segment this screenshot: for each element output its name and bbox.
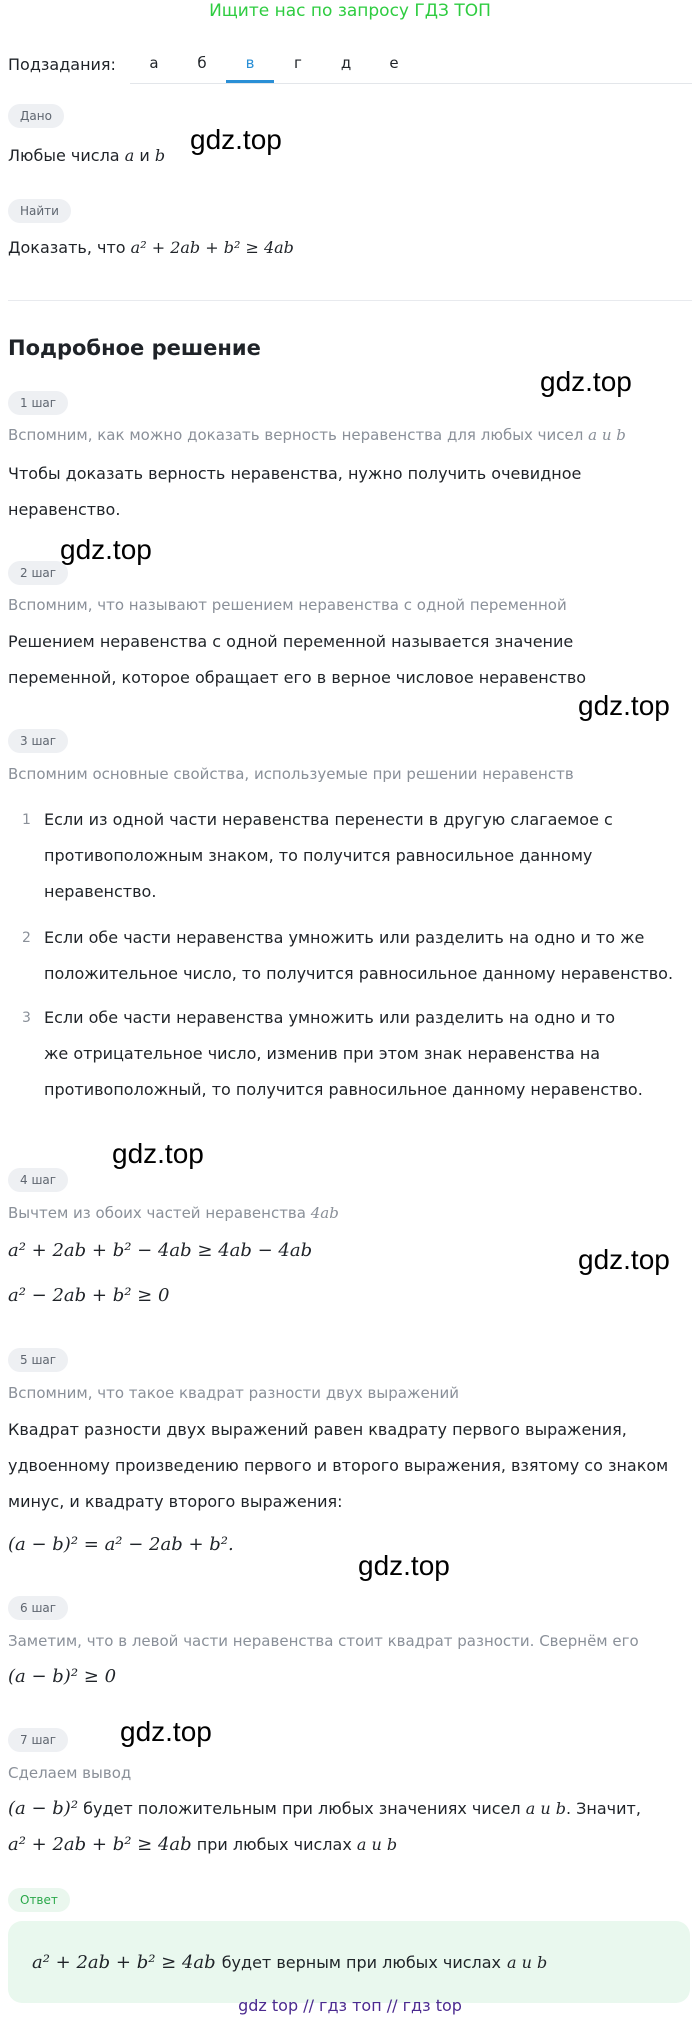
var-a: a [124, 146, 135, 165]
step-4-hint-var: 4ab [310, 1204, 339, 1222]
step-4-line-2: a² − 2ab + b² ≥ 0 [8, 1285, 170, 1306]
given-text [8, 146, 165, 165]
step-1-hint [8, 426, 626, 444]
subtask-tabs [130, 44, 692, 84]
step-1-hint-vars: a и b [588, 426, 626, 444]
list-item [22, 920, 690, 992]
watermark: gdz.top [112, 1138, 204, 1169]
step-5-body: Квадрат разности двух выражений равен квадрату первого выражения, удвоенному произведению первого и второго выражения, взятому со знаком минус, и квадрату второго выражения: [8, 1420, 669, 1511]
tab-d[interactable]: д [340, 54, 352, 72]
watermark: gdz.top [358, 1550, 450, 1581]
find-formula: a² + 2ab + b² ≥ 4ab [130, 238, 294, 257]
answer-text: будет верным при любых числах [221, 1952, 502, 1972]
step-7-line-2 [8, 1834, 397, 1855]
list-text: Если обе части неравенства умножить или разделить на одно и то же отрицательное число, изменив при этом знак неравенства на противоположный, то получится равносильное данному неравенство. [44, 1008, 643, 1099]
step-7-formula-1: (a − b)² [8, 1798, 79, 1819]
list-number: 3 [22, 1010, 31, 1026]
step-7-text-1: будет положительным при любых значениях чисел [83, 1799, 521, 1818]
step-2-chip: 2 шаг [8, 561, 68, 585]
top-search-link[interactable]: Ищите нас по запросу ГДЗ ТОП [209, 1, 491, 21]
watermark: gdz.top [578, 1244, 670, 1275]
solution-title: Подробное решение [8, 336, 261, 360]
step-6-hint: Заметим, что в левой части неравенства стоит квадрат разности. Свернём его [8, 1632, 639, 1650]
step-5-chip: 5 шаг [8, 1348, 68, 1372]
divider [8, 300, 692, 301]
footer-links[interactable]: gdz top // гдз топ // гдз top [238, 1996, 462, 2015]
list-item [22, 802, 690, 910]
step-7-text-2: при любых числах [196, 1835, 352, 1854]
tab-b[interactable]: б [197, 54, 207, 72]
step-4-hint [8, 1204, 339, 1222]
answer-box [8, 1921, 690, 2003]
step-3-hint: Вспомним основные свойства, используемые при решении неравенств [8, 765, 574, 783]
list-number: 1 [22, 812, 31, 828]
watermark: gdz.top [190, 124, 282, 155]
step-4-chip: 4 шаг [8, 1168, 68, 1192]
step-7-formula-2: a² + 2ab + b² ≥ 4ab [8, 1834, 192, 1855]
step-7-chip: 7 шаг [8, 1728, 68, 1752]
subtasks-label: Подзадания: [8, 54, 116, 74]
step-1-body: Чтобы доказать верность неравенства, нужно получить очевидное неравенство. [8, 464, 582, 519]
tab-g[interactable]: г [294, 54, 302, 72]
step-3-chip: 3 шаг [8, 729, 68, 753]
watermark: gdz.top [60, 534, 152, 565]
watermark: gdz.top [578, 690, 670, 721]
step-6-chip: 6 шаг [8, 1596, 68, 1620]
given-chip: Дано [8, 104, 64, 128]
step-5-formula: (a − b)² = a² − 2ab + b². [8, 1534, 234, 1555]
step-1-chip: 1 шаг [8, 391, 68, 415]
step-4-line-1: a² + 2ab + b² − 4ab ≥ 4ab − 4ab [8, 1240, 313, 1261]
watermark: gdz.top [120, 1716, 212, 1747]
step-7-vars-1: a и b [525, 1799, 566, 1818]
tab-v[interactable]: в [226, 44, 274, 83]
step-2-hint: Вспомним, что называют решением неравенства с одной переменной [8, 596, 567, 614]
step-7-line-1 [8, 1798, 641, 1819]
list-number: 2 [22, 930, 31, 946]
var-b: b [154, 146, 166, 165]
step-7-hint: Сделаем вывод [8, 1764, 132, 1782]
step-4-hint-text: Вычтем из обоих частей неравенства [8, 1204, 306, 1222]
step-7-end-1: . Значит, [565, 1799, 641, 1818]
find-chip: Найти [8, 199, 71, 223]
answer-vars: a и b [507, 1952, 548, 1972]
answer-chip: Ответ [8, 1888, 70, 1912]
subtasks-bar [8, 44, 692, 84]
tab-e[interactable]: е [389, 54, 399, 72]
step-1-hint-text: Вспомним, как можно доказать верность неравенства для любых чисел [8, 426, 584, 444]
step-5-hint: Вспомним, что такое квадрат разности двух выражений [8, 1384, 459, 1402]
given-and: и [139, 146, 150, 165]
list-text: Если обе части неравенства умножить или разделить на одно и то же положительное число, то получится равносильное данному неравенство. [44, 928, 674, 983]
list-text: Если из одной части неравенства перенести в другую слагаемое с противоположным знаком, то получится равносильное данному неравенство. [44, 810, 613, 901]
step-2-body: Решением неравенства с одной переменной называется значение переменной, которое обращает его в верное числовое неравенство [8, 632, 587, 687]
given-prefix: Любые числа [8, 146, 120, 165]
find-text [8, 238, 294, 257]
watermark: gdz.top [540, 366, 632, 397]
step-7-vars-2: a и b [356, 1835, 398, 1854]
list-item [22, 1000, 690, 1108]
tab-a[interactable]: а [149, 54, 159, 72]
step-6-formula: (a − b)² ≥ 0 [8, 1666, 117, 1687]
find-prefix: Доказать, что [8, 238, 126, 257]
answer-formula: a² + 2ab + b² ≥ 4ab [32, 1951, 216, 1973]
